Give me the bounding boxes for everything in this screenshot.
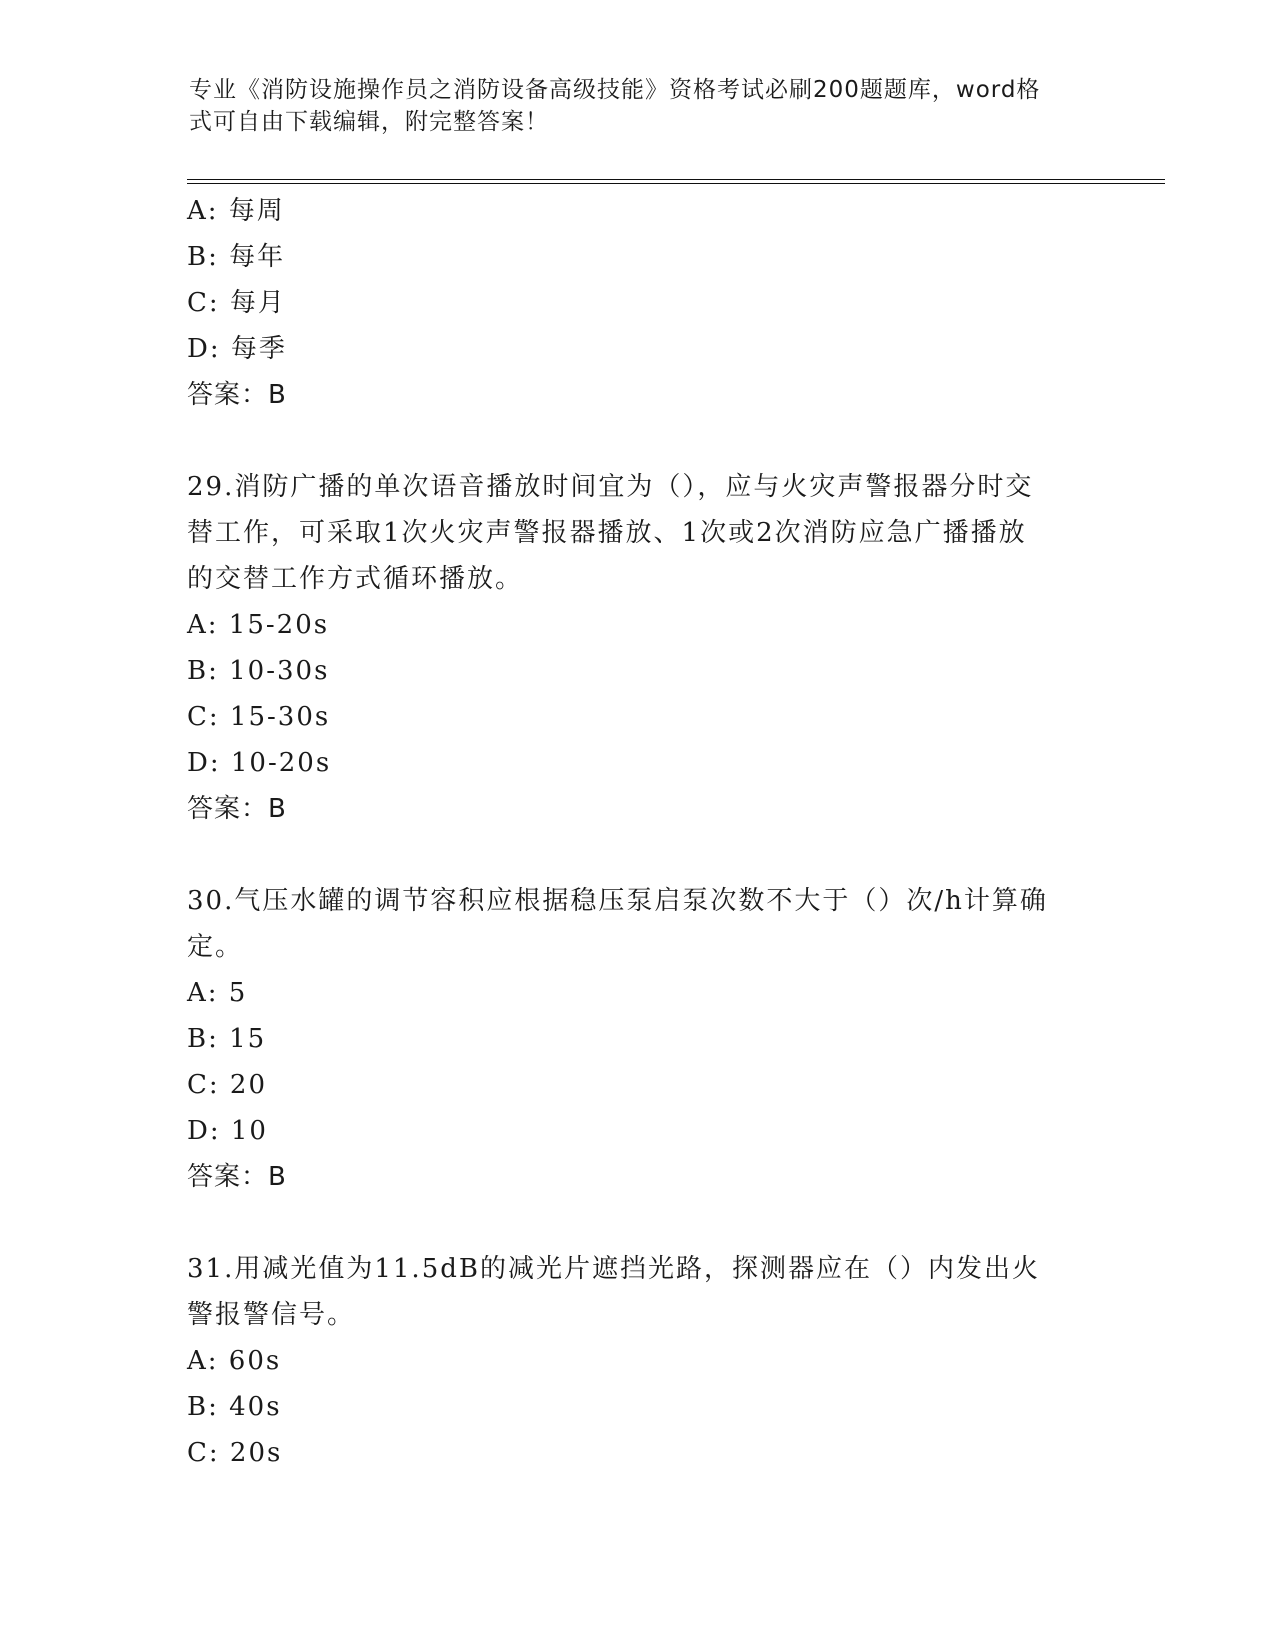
spacer — [187, 832, 1087, 878]
option-b: B: 40s — [187, 1392, 282, 1422]
answer-line: 答案：B — [187, 794, 287, 824]
spacer — [187, 418, 1087, 464]
question-content — [187, 188, 1087, 1476]
question-text-line: 31.用减光值为11.5dB的减光片遮挡光路，探测器应在（）内发出火 — [187, 1254, 1040, 1284]
header-line-1: 专业《消防设施操作员之消防设备高级技能》资格考试必刷200题题库，word格 — [189, 77, 1041, 103]
question-text-line: 29.消防广播的单次语音播放时间宜为（），应与火灾声警报器分时交 — [187, 472, 1034, 502]
question-text-line: 的交替工作方式循环播放。 — [187, 564, 524, 594]
option-a: A: 15-20s — [187, 610, 330, 640]
option-b: B: 10-30s — [187, 656, 330, 686]
option-c: C: 每月 — [187, 288, 286, 318]
option-a: A: 5 — [187, 978, 248, 1008]
question-text-line: 替工作，可采取1次火灾声警报器播放、1次或2次消防应急广播播放 — [187, 518, 1027, 548]
question-30 — [187, 878, 1087, 1200]
option-c: C: 20 — [187, 1070, 268, 1100]
header-double-rule — [187, 179, 1165, 184]
question-31 — [187, 1246, 1087, 1476]
question-29 — [187, 464, 1087, 832]
option-b: B: 每年 — [187, 242, 286, 272]
option-a: A: 每周 — [187, 196, 285, 226]
answer-line: 答案：B — [187, 1162, 287, 1192]
header-line-2: 式可自由下载编辑，附完整答案！ — [189, 109, 549, 135]
option-d: D: 10-20s — [187, 748, 332, 778]
question-text-line: 30.气压水罐的调节容积应根据稳压泵启泵次数不大于（）次/h计算确 — [187, 886, 1048, 916]
option-d: D: 10 — [187, 1116, 268, 1146]
option-d: D: 每季 — [187, 334, 287, 364]
answer-line: 答案：B — [187, 380, 287, 410]
question-text-line: 定。 — [187, 932, 244, 962]
page-header — [189, 74, 1089, 138]
option-b: B: 15 — [187, 1024, 267, 1054]
question-28 — [187, 188, 1087, 418]
question-text-line: 警报警信号。 — [187, 1300, 356, 1330]
spacer — [187, 1200, 1087, 1246]
option-c: C: 15-30s — [187, 702, 331, 732]
option-a: A: 60s — [187, 1346, 282, 1376]
option-c: C: 20s — [187, 1438, 283, 1468]
